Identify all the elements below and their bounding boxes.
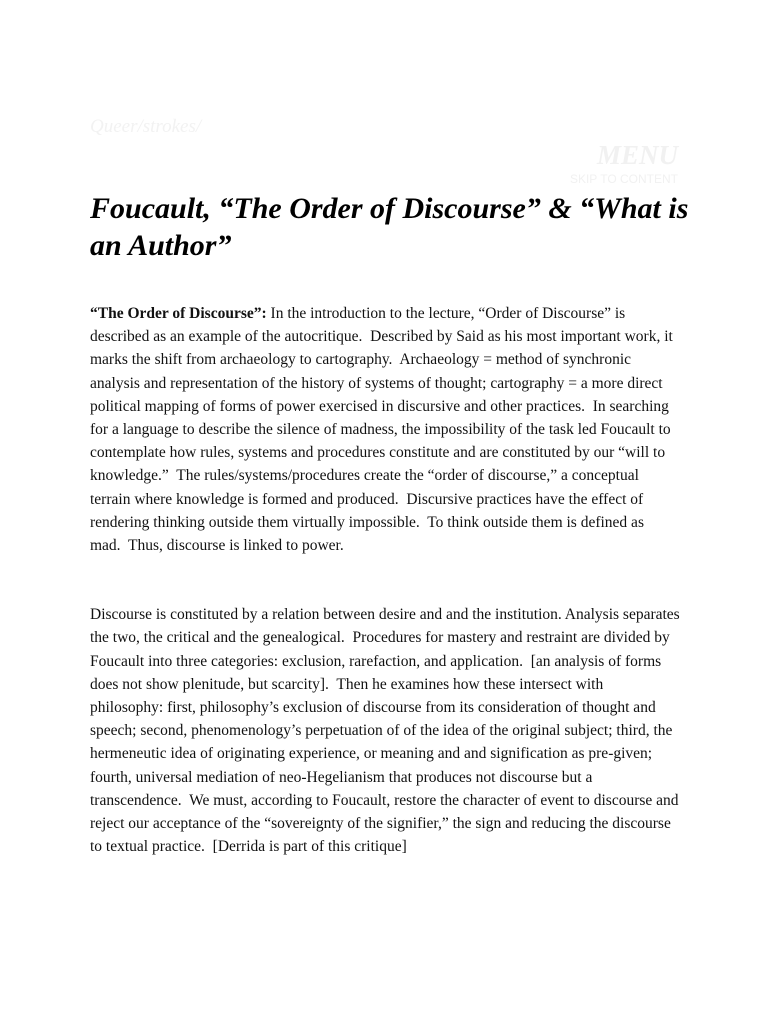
skip-to-content-link[interactable]: SKIP TO CONTENT xyxy=(569,172,678,186)
post-title: Foucault, “The Order of Discourse” & “What is an Author” xyxy=(90,192,689,262)
entry-content xyxy=(90,302,680,858)
paragraph-lead-label: “The Order of Discourse”: xyxy=(90,305,267,322)
paragraph-order-of-discourse xyxy=(90,302,680,557)
site-title-link[interactable]: Queer/strokes/ xyxy=(90,116,202,137)
paragraph-body: In the introduction to the lecture, “Order of Discourse” is described as an example of the autocritique. Described by Said as his most important work, it marks the shift from archaeology to cartography. Archaeology = method of synchronic analysis and representation of the history of systems of thought; cartography = a more direct political mapping of forms of power exercised in discursive and other practices. In searching for a language to describe the silence of madness, the impossibility of the task led Foucault to contemplate how rules, systems and procedures constitute and are constituted by our “will to knowledge.” The rules/systems/procedures create the “order of discourse,” a conceptual terrain where knowledge is formed and produced. Discursive practices have the effect of rendering thinking outside them virtually impossible. To think outside them is defined as mad. Thus, discourse is linked to power. xyxy=(90,305,673,555)
menu-button[interactable]: MENU xyxy=(596,140,678,170)
paragraph-discourse-relation: Discourse is constituted by a relation between desire and and the institution. Analysis separates the two, the critical and the genealogical. Procedures for mastery and restraint are divided by Foucault into three categories: exclusion, rarefaction, and application. [an analysis of forms does not show plenitude, but scarcity]. Then he examines how these intersect with philosophy: first, philosophy’s exclusion of discourse from its consideration of thought and speech; second, phenomenology’s perpetuation of of the idea of the original subject; third, the hermeneutic idea of originating experience, or meaning and and signification as pre-given; fourth, universal mediation of neo-Hegelianism that produces not discourse but a transcendence. We must, according to Foucault, restore the character of event to discourse and reject our acceptance of the “sovereignty of the signifier,” the sign and reducing the discourse to textual practice. [Derrida is part of this critique] xyxy=(90,606,680,856)
